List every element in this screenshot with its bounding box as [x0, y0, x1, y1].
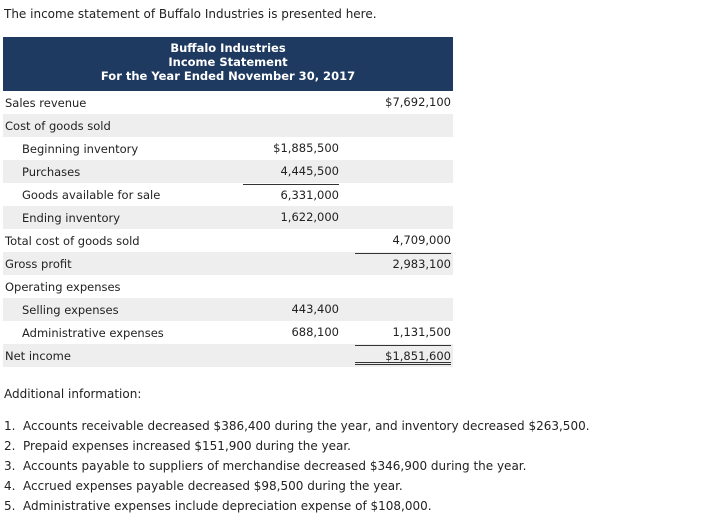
company-name: Buffalo Industries: [170, 41, 286, 55]
amount: 443,400: [291, 302, 339, 316]
item-number: 3.: [4, 459, 16, 473]
row-goods-available-for-sale: [3, 183, 453, 206]
item-text: Accrued expenses payable decreased $98,500 during the year.: [23, 479, 403, 493]
list-item: [4, 478, 590, 498]
row-label: Beginning inventory: [22, 141, 139, 156]
row-label: Selling expenses: [22, 302, 119, 317]
row-ending-inventory: [3, 206, 453, 229]
list-item: [4, 458, 590, 478]
amount: 6,331,000: [243, 184, 339, 204]
amount: $7,692,100: [385, 95, 451, 109]
row-label: Ending inventory: [22, 210, 121, 225]
item-number: 1.: [4, 419, 16, 433]
row-net-income: [3, 344, 453, 367]
row-label: Total cost of goods sold: [5, 233, 140, 248]
row-cost-of-goods-sold: [3, 114, 453, 137]
amount: 2,983,100: [355, 253, 451, 273]
row-operating-expenses: [3, 275, 453, 298]
amount: 4,445,500: [280, 164, 339, 178]
item-number: 2.: [4, 439, 16, 453]
row-gross-profit: [3, 252, 453, 275]
row-label: Cost of goods sold: [5, 118, 111, 133]
row-beginning-inventory: [3, 137, 453, 160]
amount: $1,851,600: [355, 345, 451, 365]
amount: 1,622,000: [280, 210, 339, 224]
amount: 4,709,000: [392, 233, 451, 247]
amount: 1,131,500: [392, 325, 451, 339]
item-text: Administrative expenses include depreciation expense of $108,000.: [23, 499, 432, 513]
row-purchases: [3, 160, 453, 183]
row-label: Purchases: [22, 164, 81, 179]
item-text: Accounts receivable decreased $386,400 during the year, and inventory decreased $263,500.: [23, 419, 590, 433]
row-administrative-expenses: [3, 321, 453, 344]
row-label: Goods available for sale: [22, 187, 161, 202]
statement-header: [3, 37, 453, 91]
row-total-cost-of-goods-sold: [3, 229, 453, 252]
row-sales-revenue: [3, 91, 453, 114]
intro-text: The income statement of Buffalo Industries is presented here.: [4, 7, 377, 21]
additional-information-list: [4, 418, 590, 518]
list-item: [4, 498, 590, 518]
row-label: Gross profit: [5, 256, 72, 271]
amount: 688,100: [291, 325, 339, 339]
row-selling-expenses: [3, 298, 453, 321]
row-label: Operating expenses: [5, 279, 121, 294]
row-label: Sales revenue: [5, 95, 87, 110]
row-label: Administrative expenses: [22, 325, 164, 340]
list-item: [4, 418, 590, 438]
row-label: Net income: [5, 348, 71, 363]
additional-information-heading: Additional information:: [4, 387, 142, 401]
item-number: 5.: [4, 499, 16, 513]
amount: $1,885,500: [273, 141, 339, 155]
income-statement-table: [3, 37, 453, 367]
statement-title: Income Statement: [168, 55, 288, 69]
item-text: Prepaid expenses increased $151,900 during the year.: [23, 439, 351, 453]
statement-period: For the Year Ended November 30, 2017: [100, 69, 356, 83]
list-item: [4, 438, 590, 458]
item-text: Accounts payable to suppliers of merchandise decreased $346,900 during the year.: [23, 459, 527, 473]
item-number: 4.: [4, 479, 16, 493]
